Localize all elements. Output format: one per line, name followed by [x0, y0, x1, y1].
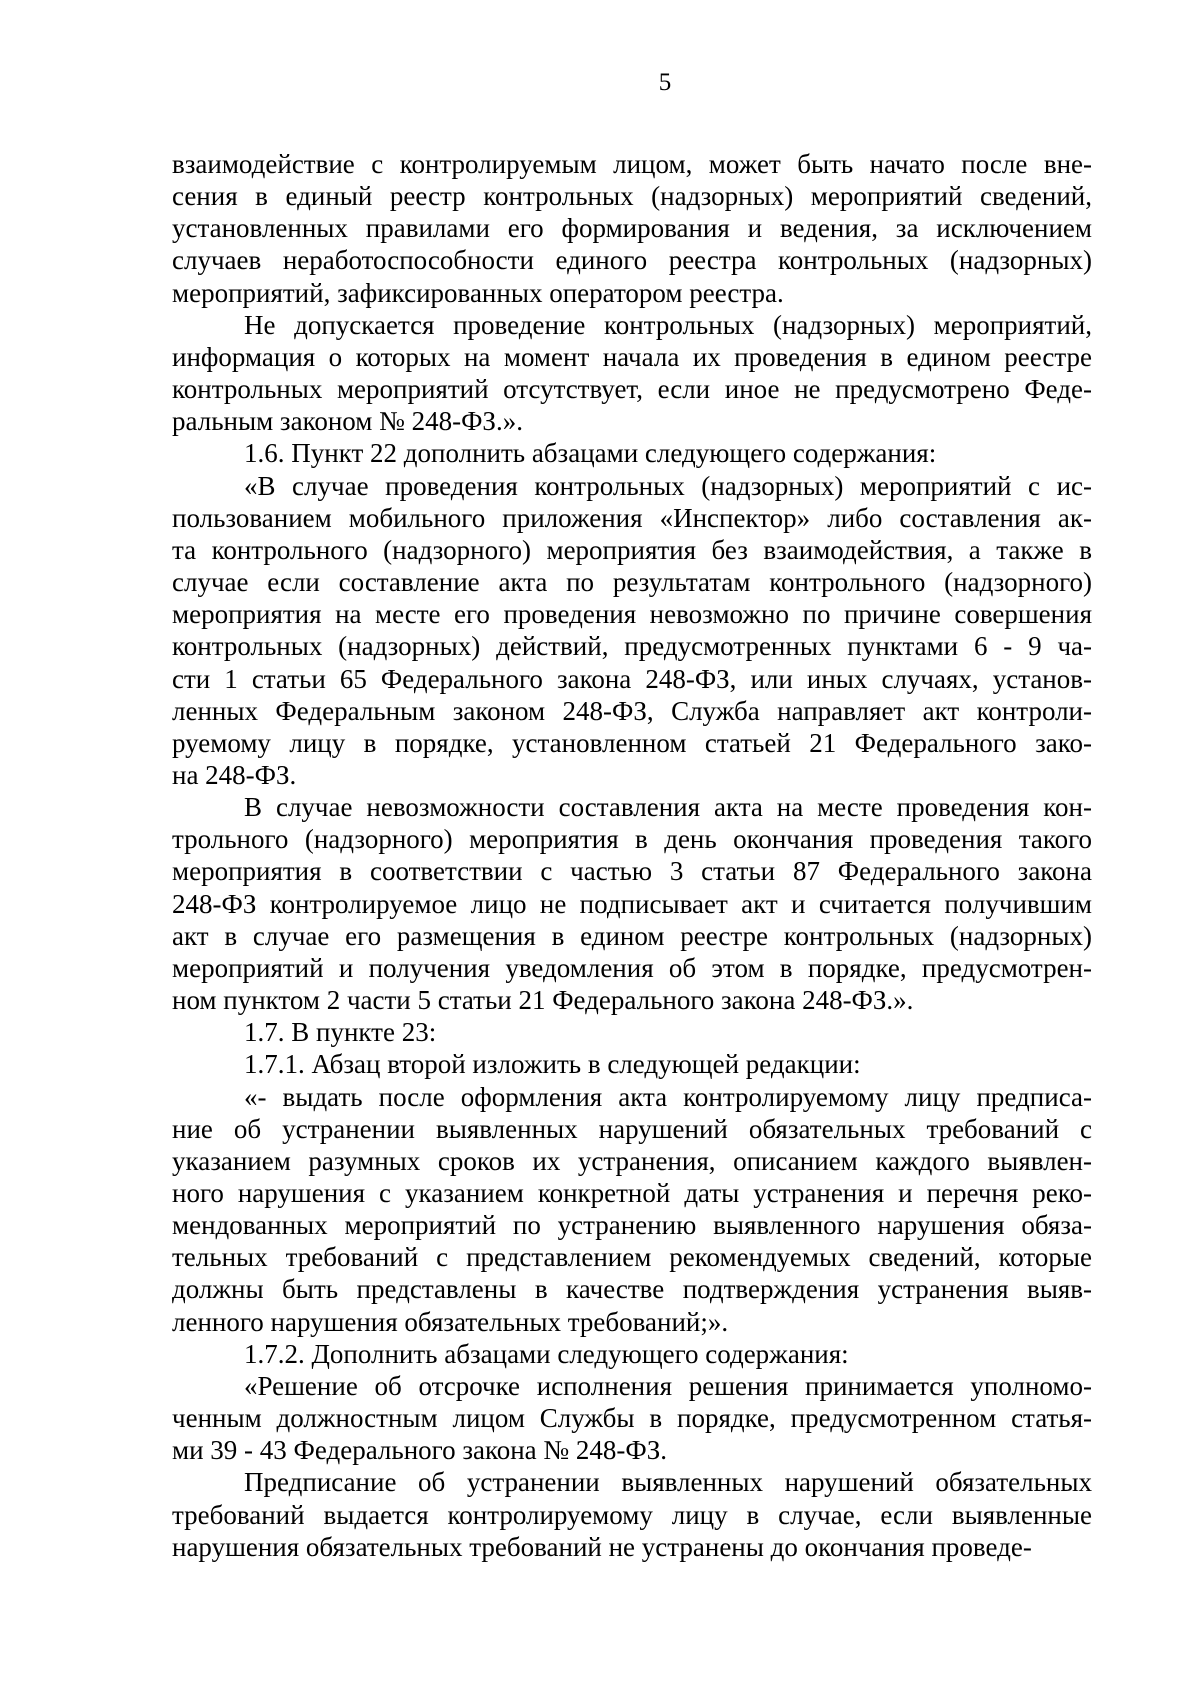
paragraph-p10: [172, 1370, 1092, 1466]
text-line: указанием разумных сроков их устранения, описанием каждого выявлен-: [172, 1145, 1092, 1176]
text-line: сти 1 статьи 65 Федерального закона 248-ФЗ, или иных случаях, установ-: [172, 663, 1092, 694]
text-line: ние об устранении выявленных нарушений обязательных требований с: [172, 1113, 1092, 1144]
paragraph-p5: [172, 791, 1092, 1016]
text-line: ленных Федеральным законом 248-ФЗ, Служба направляет акт контроли-: [172, 695, 1092, 726]
text-line: должны быть представлены в качестве подтверждения устранения выяв-: [172, 1274, 1092, 1305]
text-line: «- выдать после оформления акта контролируемому лицу предписа-: [244, 1081, 1092, 1112]
text-line: мероприятий и получения уведомления об этом в порядке, предусмотрен-: [172, 952, 1092, 983]
text-line: пользованием мобильного приложения «Инспектор» либо составления ак-: [172, 502, 1092, 533]
text-line: тельных требований с представлением рекомендуемых сведений, которые: [172, 1242, 1092, 1273]
paragraph-p4: [172, 470, 1092, 792]
text-line: ми 39 - 43 Федерального закона № 248-ФЗ.: [172, 1435, 668, 1466]
page-number: 5: [658, 69, 672, 96]
text-line: ральным законом № 248-ФЗ.».: [172, 406, 523, 437]
text-line: 1.7. В пункте 23:: [244, 1017, 437, 1048]
paragraph-p6: [172, 1016, 1092, 1048]
text-line: случаев неработоспособности единого реестра контрольных (надзорных): [172, 245, 1092, 276]
text-line: «В случае проведения контрольных (надзорных) мероприятий с ис-: [244, 470, 1092, 501]
text-line: ченным должностным лицом Службы в порядке, предусмотренном статья-: [172, 1403, 1092, 1434]
text-line: информация о которых на момент начала их проведения в едином реестре: [172, 341, 1092, 372]
text-line: 248-ФЗ контролируемое лицо не подписывает акт и считается получившим: [172, 888, 1092, 919]
text-line: 1.7.1. Абзац второй изложить в следующей редакции:: [244, 1049, 861, 1080]
text-line: случае если составление акта по результатам контрольного (надзорного): [172, 567, 1092, 598]
paragraph-p7: [172, 1048, 1092, 1080]
text-line: взаимодействие с контролируемым лицом, может быть начато после вне-: [172, 149, 1092, 179]
text-line: установленных правилами его формирования и ведения, за исключением: [172, 213, 1092, 244]
paragraph-p9: [172, 1338, 1092, 1370]
text-line: акт в случае его размещения в едином реестре контрольных (надзорных): [172, 920, 1092, 951]
text-line: 1.6. Пункт 22 дополнить абзацами следующего содержания:: [244, 438, 937, 469]
text-line: Предписание об устранении выявленных нарушений обязательных: [244, 1467, 1092, 1498]
text-line: трольного (надзорного) мероприятия в день окончания проведения такого: [172, 824, 1092, 855]
text-line: мендованных мероприятий по устранению выявленного нарушения обяза-: [172, 1210, 1092, 1241]
text-line: 1.7.2. Дополнить абзацами следующего содержания:: [244, 1338, 849, 1369]
text-line: мероприятий, зафиксированных оператором реестра.: [172, 277, 784, 308]
text-line: мероприятия в соответствии с частью 3 статьи 87 Федерального закона: [172, 856, 1092, 887]
text-line: контрольных мероприятий отсутствует, если иное не предусмотрено Феде-: [172, 374, 1092, 405]
text-line: «Решение об отсрочке исполнения решения принимается уполномо-: [244, 1370, 1092, 1401]
paragraph-p11: [172, 1466, 1092, 1562]
paragraph-p8: [172, 1081, 1092, 1338]
paragraph-p3: [172, 437, 1092, 469]
paragraph-p2: [172, 309, 1092, 438]
text-line: нарушения обязательных требований не устранены до окончания проведе-: [172, 1531, 1032, 1562]
text-line: требований выдается контролируемому лицу в случае, если выявленные: [172, 1499, 1092, 1530]
text-line: Не допускается проведение контрольных (надзорных) мероприятий,: [244, 309, 1092, 340]
text-line: сения в единый реестр контрольных (надзорных) мероприятий сведений,: [172, 181, 1092, 212]
text-line: ном пунктом 2 части 5 статьи 21 Федерального закона 248-ФЗ.».: [172, 985, 914, 1016]
text-line: руемому лицу в порядке, установленном статьей 21 Федерального зако-: [172, 727, 1092, 758]
text-line: мероприятия на месте его проведения невозможно по причине совершения: [172, 599, 1092, 630]
text-line: ленного нарушения обязательных требований;».: [172, 1306, 729, 1337]
paragraph-p1: [172, 148, 1092, 309]
text-line: та контрольного (надзорного) мероприятия без взаимодействия, а также в: [172, 534, 1092, 565]
text-line: контрольных (надзорных) действий, предусмотренных пунктами 6 - 9 ча-: [172, 631, 1092, 662]
text-line: на 248-ФЗ.: [172, 759, 297, 790]
document-body: [172, 148, 1092, 1563]
text-line: В случае невозможности составления акта на месте проведения кон-: [244, 792, 1092, 823]
text-line: ного нарушения с указанием конкретной даты устранения и перечня реко-: [172, 1178, 1092, 1208]
